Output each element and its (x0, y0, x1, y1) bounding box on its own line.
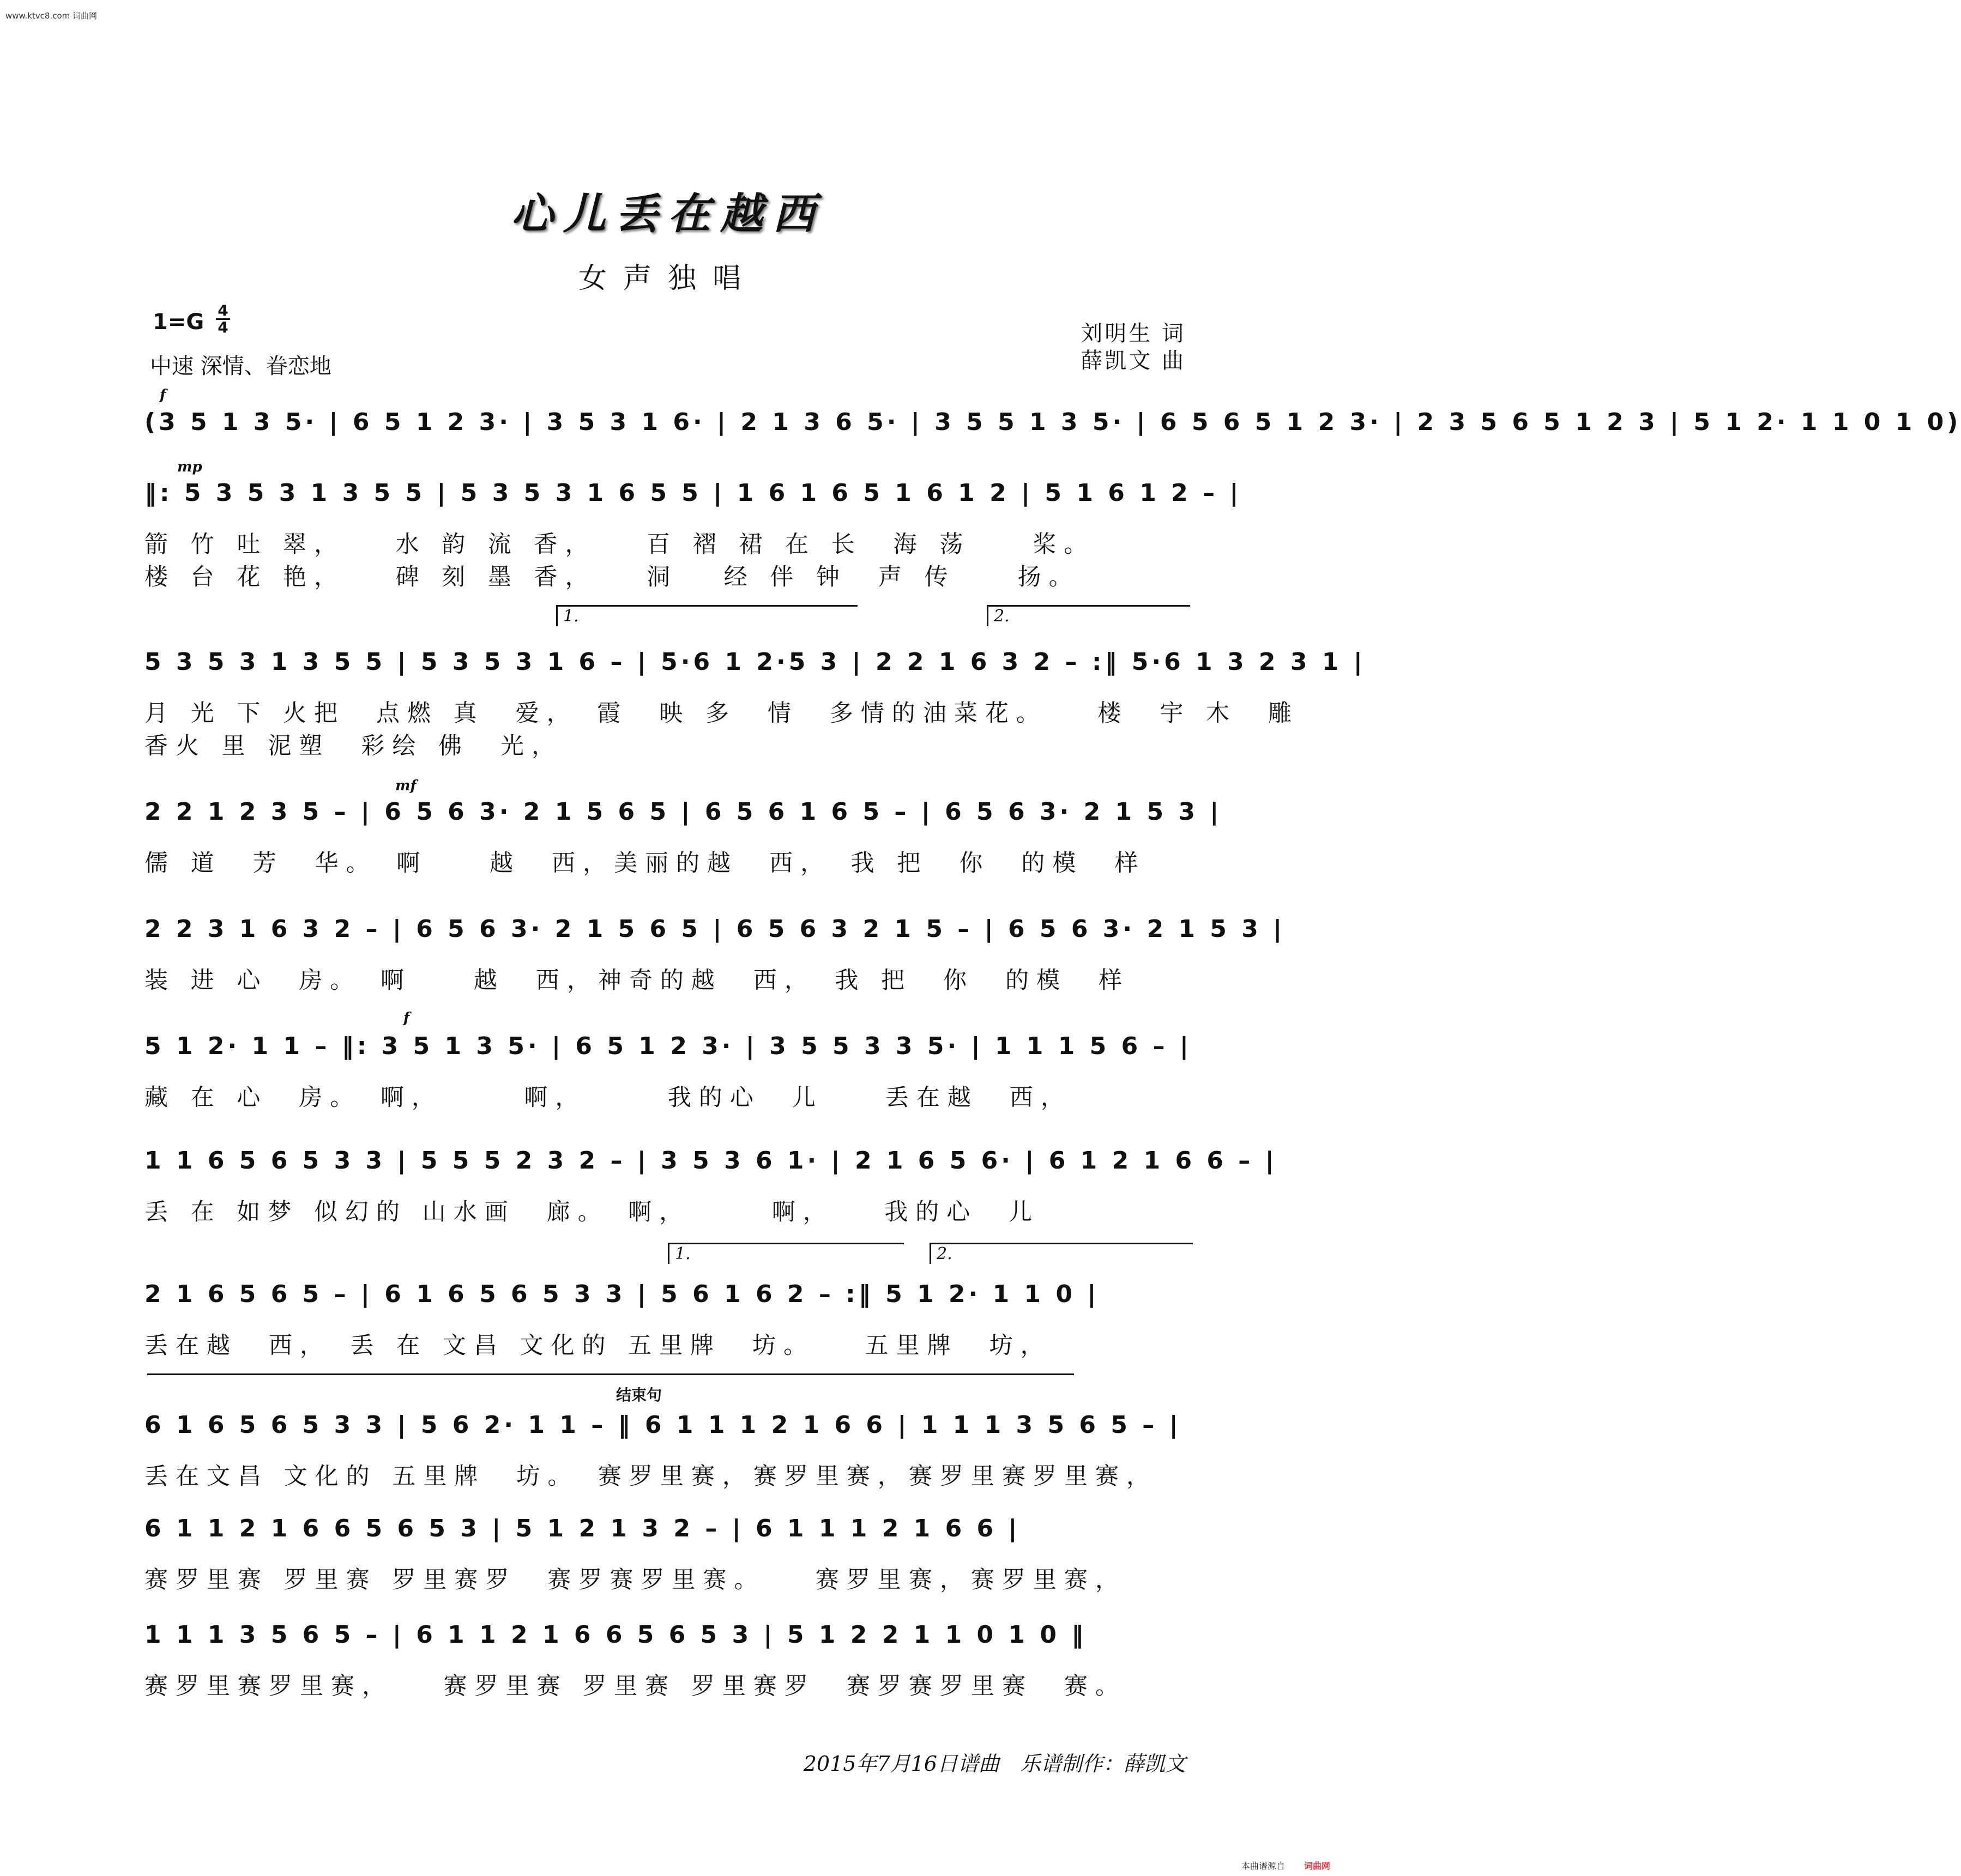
lyric-verse-1: 箭 竹 吐 翠， 水 韵 流 香， 百 褶 裙 在 长 海 荡 桨。 (144, 531, 1095, 558)
lyric-verse-2: 楼 台 花 艳， 碑 刻 墨 香， 洞 经 伴 钟 声 传 扬。 (144, 564, 1080, 591)
song-title: 心儿丢在越西 (510, 189, 825, 239)
coda-label: 结束句 (616, 1386, 662, 1404)
notes-line: 5 3 5 3 1 3 5 5 | 5 3 5 3 1 6 – | 5·6 1 2·5 3 | 2 2 1 6 3 2 – :‖ 5·6 1 3 2 3 1 | (144, 648, 1366, 676)
dynamic-mark: f (160, 387, 166, 403)
volta-second-ending: 2. (930, 1243, 1193, 1264)
lyric-line: 儒 道 芳 华。 啊 越 西，美丽的越 西， 我 把 你 的模 样 (144, 850, 1146, 877)
notes-line: ‖: 5 3 5 3 1 3 5 5 | 5 3 5 3 1 6 5 5 | 1 6 1 6 5 1 6 1 2 | 5 1 6 1 2 – | (144, 479, 1242, 507)
composer-credit: 薛凯文 曲 (1081, 348, 1186, 373)
separator-line (147, 1373, 1074, 1375)
lyric-line: 丢在文昌 文化的 五里牌 坊。 赛罗里赛，赛罗里赛，赛罗里赛罗里赛， (144, 1463, 1157, 1490)
notes-line: 6 1 1 2 1 6 6 5 6 5 3 | 5 1 2 1 3 2 – | 6 1 1 1 2 1 6 6 | (144, 1515, 1021, 1542)
dynamic-mark: mp (177, 459, 202, 475)
time-bottom: 4 (218, 318, 228, 336)
brand-text: 词曲网 (1304, 1861, 1330, 1871)
lyricist-credit: 刘明生 词 (1081, 321, 1186, 346)
lyric-line: 赛罗里赛罗里赛， 赛罗里赛 罗里赛 罗里赛罗 赛罗赛罗里赛 赛。 (144, 1673, 1126, 1700)
notes-line: 2 2 3 1 6 3 2 – | 6 5 6 3· 2 1 5 6 5 | 6 5 6 3 2 1 5 – | 6 5 6 3· 2 1 5 3 | (144, 915, 1286, 943)
volta-first-ending: 1. (556, 605, 858, 626)
lyric-line: 藏 在 心 房。 啊， 啊， 我的心 儿 丢在越 西， (144, 1084, 1072, 1111)
dynamic-mark: f (403, 1010, 410, 1026)
dynamic-mark: mf (395, 778, 417, 794)
notes-line: (3 5 1 3 5· | 6 5 1 2 3· | 3 5 3 1 6· | 2 1 3 6 5· | 3 5 5 1 3 5· | 6 5 6 5 1 2 3· | 2 3 5 6 5 1 2 3 | 5 1 2· 1 1 0 1 0) (144, 408, 1961, 436)
lyric-verse-2: 香火 里 泥塑 彩绘 佛 光， (144, 733, 563, 760)
notes-line: 2 1 6 5 6 5 – | 6 1 6 5 6 5 3 3 | 5 6 1 6 2 – :‖ 5 1 2· 1 1 0 | (144, 1280, 1100, 1308)
lyric-line: 赛罗里赛 罗里赛 罗里赛罗 赛罗赛罗里赛。 赛罗里赛，赛罗里赛， (144, 1566, 1126, 1594)
source-text: 本曲谱源自 (1241, 1861, 1285, 1871)
song-subtitle: 女声独唱 (578, 262, 757, 295)
bottom-logo (1241, 1859, 1330, 1872)
notes-line: 6 1 6 5 6 5 3 3 | 5 6 2· 1 1 – ‖ 6 1 1 1 2 1 6 6 | 1 1 1 3 5 6 5 – | (144, 1411, 1181, 1439)
lyric-line: 丢在越 西， 丢 在 文昌 文化的 五里牌 坊。 五里牌 坊， (144, 1332, 1052, 1359)
key-signature: 1=G (153, 310, 204, 335)
lyric-line: 装 进 心 房。 啊 越 西，神奇的越 西， 我 把 你 的模 样 (144, 967, 1130, 994)
notes-line: 5 1 2· 1 1 – ‖: 3 5 1 3 5· | 6 5 1 2 3· | 3 5 5 3 3 5· | 1 1 1 5 6 – | (144, 1032, 1192, 1060)
notes-line: 1 1 6 5 6 5 3 3 | 5 5 5 2 3 2 – | 3 5 3 6 1· | 2 1 6 5 6· | 6 1 2 1 6 6 – | (144, 1147, 1277, 1175)
time-signature (216, 303, 230, 335)
footer-credit: 2015年7月16日谱曲 乐谱制作：薛凯文 (803, 1752, 1186, 1776)
site-watermark: www.ktvc8.com 词曲网 (5, 11, 98, 21)
tempo-marking: 中速 深情、眷恋地 (150, 354, 331, 379)
time-top: 4 (218, 301, 228, 319)
lyric-line: 丢 在 如梦 似幻的 山水画 廊。 啊， 啊， 我的心 儿 (144, 1199, 1040, 1226)
volta-first-ending: 1. (668, 1243, 904, 1264)
volta-second-ending: 2. (987, 605, 1190, 626)
notes-line: 1 1 1 3 5 6 5 – | 6 1 1 2 1 6 6 5 6 5 3 | 5 1 2 2 1 1 0 1 0 ‖ (144, 1621, 1087, 1649)
lyric-verse-1: 月 光 下 火把 点燃 真 爱， 霞 映 多 情 多情的油菜花。 楼 宇 木 雕 (144, 700, 1300, 727)
notes-line: 2 2 1 2 3 5 – | 6 5 6 3· 2 1 5 6 5 | 6 5 6 1 6 5 – | 6 5 6 3· 2 1 5 3 | (144, 798, 1222, 826)
